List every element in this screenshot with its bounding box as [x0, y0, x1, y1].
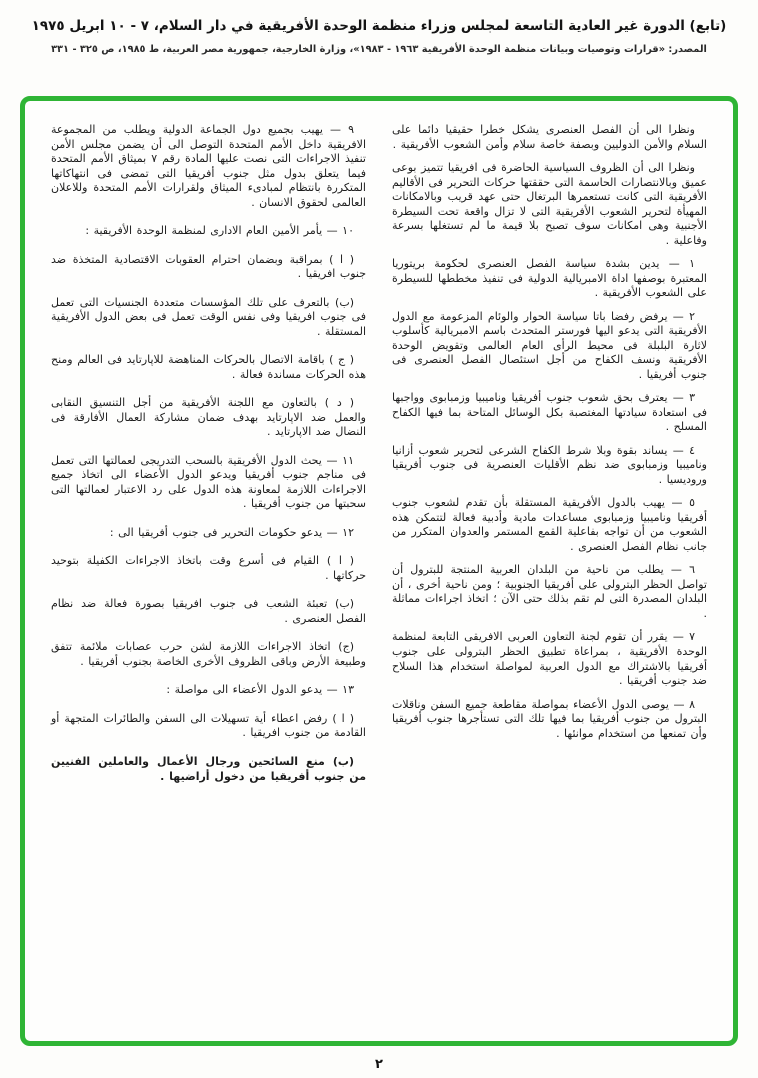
text-columns — [51, 123, 707, 1023]
paragraph: (ب) بالتعرف على تلك المؤسسات متعددة الجنسيات التى تعمل فى جنوب افريقيا وفى نفس الوقت تعمل فى بعض الدول الأفريقية المستقلة . — [51, 295, 366, 338]
paragraph: ١ — يدين بشدة سياسة الفصل العنصرى لحكومة بريتوريا المعتبرة بوصفها اداة الامبريالية الدولية فى تنفيذ مخططها للسيطرة على الشعوب الأفريقية . — [392, 257, 707, 300]
paragraph: ونظرا الى أن الفصل العنصرى يشكل خطرا حقيقيا دائما على السلام والأمن الدوليين وبصفة خاصة سلام وأمن الشعوب الأفريقية . — [392, 123, 707, 151]
paragraph: ( ج ) باقامة الاتصال بالحركات المناهضة للاپارتايد فى العالم ومنح هذه الحركات مساندة فعالة . — [51, 353, 366, 381]
column-left — [51, 123, 366, 1023]
document-header — [30, 16, 728, 58]
paragraph: ( ا ) القيام فى أسرع وقت باتخاذ الاجراءات الكفيلة بتوحيد حركاتها . — [51, 554, 366, 582]
paragraph: ( د ) بالتعاون مع اللجنة الأفريقية من أجل التنسيق النقابى والعمل ضد الاپارتايد بهدف ضمان مشاركة العمال الأفارقة فى النضال ضد الاپارتايد . — [51, 396, 366, 439]
paragraph: ونظرا الى أن الظروف السياسية الحاضرة فى افريقيا تتميز بوعى عميق وبالانتصارات الحاسمة التى حققتها حركات التحرير فى الأقاليم الأفريقية التى كانت تستعمرها البرتغال حتى عهد قريب وبالامكانات المهيأة لتحرير الشعوب الأفريقية التى لا تزال واقعة تحت السيطرة الأجنبية وهى امكانات سوف تصبح بلا قيمة ما لم تستغلها بسرعة وفاعلية . — [392, 161, 707, 247]
paragraph: ٩ — يهيب بجميع دول الجماعة الدولية ويطلب من المجموعة الافريقية داخل الأمم المتحدة التوصل الى أن يضمن مجلس الأمن تنفيذ الاجراءات التى نصت عليها المادة رقم ٧ بميثاق الأمم المتحدة فيما يتعلق بدول مثل جنوب أفريقيا التى تمضى فى انتهاكاتها المتكررة بانتظام لمبادىء الميثاق ولقرارات الأمم المتحدة وللاعلان العالمى لحقوق الانسان . — [51, 123, 366, 209]
paragraph: ٦ — يطلب من ناحية من البلدان العربية المنتجة للبترول أن تواصل الحظر البترولى على أفريقيا الجنوبية ؛ ومن ناحية أخرى ، أن البلدان المصدرة التى لم تقم بذلك حتى الآن ؛ اتخاذ اجراءات مماثلة . — [392, 563, 707, 620]
paragraph: ٢ — يرفض رفضا باتا سياسة الحوار والوئام المزعومة مع الدول الأفريقية التى يدعو اليها فورستر المتحدث باسم الامبريالية كأسلوب لاثارة البلبلة فى محيط الرأى العام العالمى وتقويض الوحدة الأفريقية ونسف الكفاح من أجل استئصال الفصل العنصرى فى جنوب أفريقيا . — [392, 309, 707, 381]
column-right — [392, 123, 707, 1023]
paragraph: ٨ — يوصى الدول الأعضاء بمواصلة مقاطعة جميع السفن وناقلات البترول من جنوب أفريقيا بما فيها تلك التى تستأجرها جنوب أفريقيا وأن تمنعها من استخدام موانئها . — [392, 697, 707, 740]
paragraph: (ب) تعبئة الشعب فى جنوب افريقيا بصورة فعالة ضد نظام الفصل العنصرى . — [51, 597, 366, 625]
page-number: ٢ — [375, 1057, 383, 1072]
paragraph: ( ا ) بمراقبة وبضمان احترام العقوبات الاقتصادية المتخذة ضد جنوب افريقيا . — [51, 252, 366, 281]
paragraph: ( ا ) رفض اعطاء أية تسهيلات الى السفن والطائرات المتجهة أو القادمة من جنوب افريقيا . — [51, 711, 366, 740]
paragraph: (ج) اتخاذ الاجراءات اللازمة لشن حرب عصابات ملائمة تتفق وطبيعة الأرض وباقى الظروف الأخرى الخاصة بجنوب أفريقيا . — [51, 640, 366, 668]
content-frame — [20, 96, 738, 1046]
paragraph: ٣ — يعترف بحق شعوب جنوب أفريقيا وناميبيا وزمبابوى وواجبها فى استعادة سيادتها المغتصبة بكل الوسائل المتاحة بما فيها الكفاح المسلح . — [392, 391, 707, 434]
source-line: المصدر: «قرارات وتوصيات وبيانات منظمة الوحدة الأفريقية ١٩٦٣ - ١٩٨٣»، وزارة الخارجية، جمهورية مصر العربية، ط ١٩٨٥، ص ٣٢٥ - ٣٣١ — [51, 44, 707, 56]
paragraph: (ب) منع السائحين ورجال الأعمال والعاملين الفنيين من جنوب أفريقيا من دخول أراضيها . — [51, 754, 366, 783]
paragraph: ١١ — يحث الدول الأفريقية بالسحب التدريجى لعمالتها التى تعمل فى مناجم جنوب أفريقيا ويدعو الدول الأعضاء الى اتخاذ جميع الاجراءات اللازمة لمعاونة هذه الدول على رد الاعتبار لعمالتها التى سحبتها من جنوب أفريقيا . — [51, 453, 366, 511]
paragraph: ٧ — يقرر أن تقوم لجنة التعاون العربى الافريقى التابعة لمنظمة الوحدة الأفريقية ، بمراعاة تطبيق الحظر البترولى على جنوب أفريقيا بالاشتراك مع الدول العربية لمواصلة استخدام هذا السلاح ضد جنوب أفريقيا . — [392, 630, 707, 688]
document-title: (تابع) الدورة غير العادية التاسعة لمجلس وزراء منظمة الوحدة الأفريقية في دار السلام، ٧ - ١٠ ابريل ١٩٧٥ — [31, 18, 727, 34]
paragraph: ١٣ — يدعو الدول الأعضاء الى مواصلة : — [166, 683, 354, 697]
paragraph: ١٠ — يأمر الأمين العام الادارى لمنظمة الوحدة الأفريقية : — [85, 224, 354, 238]
paragraph: ٥ — يهيب بالدول الأفريقية المستقلة بأن تقدم لشعوب جنوب أفريقيا وناميبيا وزمبابوى مساعدات مادية وأدبية فعالة لتتمكن هذه الشعوب من أن تواجه بفاعلية القمع المستمر والعدوان المتكرر من جانب نظام الفصل العنصرى . — [392, 496, 707, 553]
paragraph: ٤ — يساند بقوة وبلا شرط الكفاح الشرعى لتحرير شعوب أزانيا وناميبيا وزمبابوى ضد نظم الأقليات العنصرية فى جنوب أفريقيا وروديسيا . — [392, 443, 707, 486]
paragraph: ١٢ — يدعو حكومات التحرير فى جنوب أفريقيا الى : — [109, 525, 354, 539]
